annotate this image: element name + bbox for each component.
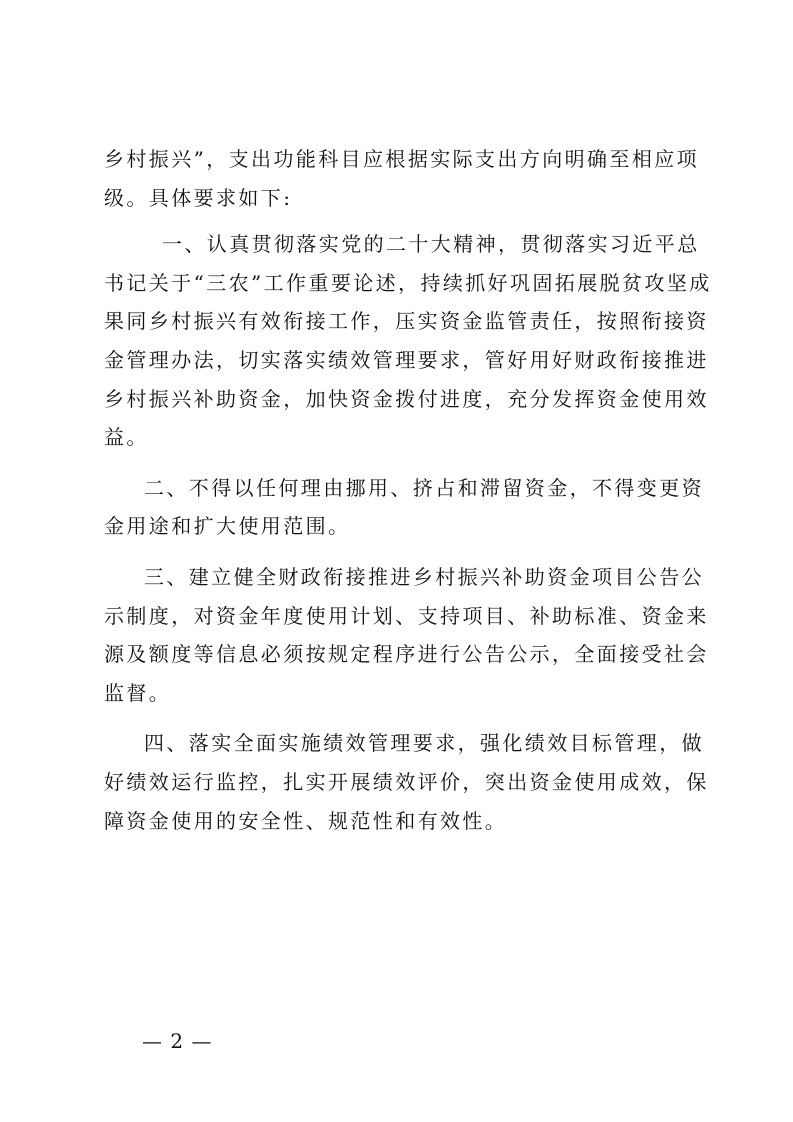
text-line: 示制度，对资金年度使用计划、支持项目、补助标准、资金来 (104, 603, 709, 628)
text-line: 果同乡村振兴有效衔接工作，压实资金监管责任，按照衔接资 (104, 309, 709, 334)
text-line: 金管理办法，切实落实绩效管理要求，管好用好财政衔接推进 (104, 347, 709, 372)
text-line: 级。具体要求如下: (104, 185, 293, 210)
text-line: 障资金使用的安全性、规范性和有效性。 (104, 808, 508, 833)
text-line: 乡村振兴补助资金，加快资金拨付进度，充分发挥资金使用效 (104, 386, 709, 411)
text-line: 好绩效运行监控，扎实开展绩效评价，突出资金使用成效，保 (104, 769, 709, 794)
text-line: 监督。 (104, 680, 172, 705)
text-line: 乡村振兴”，支出功能科目应根据实际支出方向明确至相应项 (104, 147, 700, 171)
text-line: 四、落实全面实施绩效管理要求，强化绩效目标管理，做 (144, 731, 704, 756)
page-number: — 2 — (142, 1029, 213, 1053)
paragraph-item-2 (104, 469, 704, 546)
paragraph-item-1 (104, 225, 712, 457)
text-line: 三、建立健全财政衔接推进乡村振兴补助资金项目公告公 (144, 564, 704, 589)
text-line: 一、认真贯彻落实党的二十大精神，贯彻落实习近平总 (162, 232, 700, 257)
paragraph-item-3 (104, 558, 709, 712)
paragraph-intro-continuation (104, 140, 704, 217)
document-body (104, 140, 712, 840)
text-line: 书记关于“三农”工作重要论述，持续抓好巩固拓展脱贫攻坚成 (104, 270, 712, 295)
text-line: 益。 (104, 425, 149, 450)
paragraph-item-4 (104, 724, 709, 840)
text-line: 金用途和扩大使用范围。 (104, 514, 351, 539)
text-line: 源及额度等信息必须按规定程序进行公告公示，全面接受社会 (104, 642, 709, 667)
text-line: 二、不得以任何理由挪用、挤占和滞留资金，不得变更资 (144, 475, 704, 500)
